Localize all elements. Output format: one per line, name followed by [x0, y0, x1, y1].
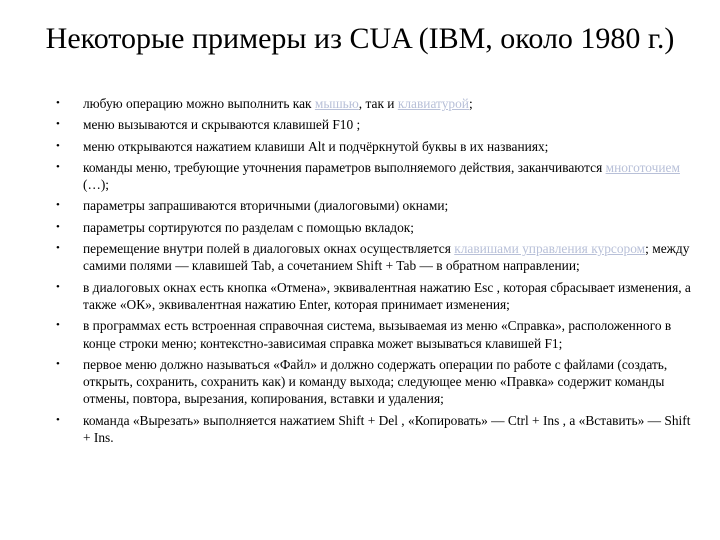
slide-title: Некоторые примеры из CUA (IBM, около 1980 г.)	[45, 22, 675, 55]
bullet-icon: •	[56, 97, 60, 109]
list-item-text	[83, 280, 691, 312]
list-item	[54, 317, 694, 352]
list-item	[54, 279, 694, 314]
text-segment: меню вызываются и скрываются клавишей F10 ;	[83, 117, 361, 133]
text-segment: ;	[468, 96, 473, 111]
list-item-text	[83, 413, 690, 445]
list-item	[54, 138, 694, 155]
hyperlink[interactable]: мышью	[314, 96, 359, 111]
list-item	[54, 240, 694, 275]
list-item-text	[83, 357, 667, 407]
list-item-text	[83, 198, 448, 213]
bullet-icon: •	[56, 199, 60, 212]
list-item	[54, 159, 694, 194]
bullet-icon: •	[56, 160, 60, 173]
bullet-icon: •	[56, 413, 60, 426]
text-segment: первое меню должно называться «Файл» и должно содержать операции по работе с файлами (создать, открыть, сохранить, сохранить как) и команду выхода; следующее меню «Правка» содержит команды отмены, повтора, вырезания, копирования, вставки и удаления;	[83, 356, 668, 407]
list-item-text	[83, 139, 548, 154]
text-segment: параметры сортируются по разделам с помощью вкладок;	[83, 219, 415, 235]
list-item-text	[83, 241, 689, 273]
list-item-text	[83, 117, 360, 132]
list-item	[54, 116, 694, 133]
list-item	[54, 412, 694, 447]
bullet-icon: •	[56, 319, 60, 332]
text-segment: в диалоговых окнах есть кнопка «Отмена», эквивалентная нажатию Esc , которая сбрасывает изменения, а также «ОК», эквивалентная нажатию Enter, которая принимает изменения;	[83, 279, 691, 312]
list-item-text	[83, 318, 671, 350]
bullet-icon: •	[56, 220, 60, 233]
text-segment: в программах есть встроенная справочная система, вызываемая из меню «Справка», расположенного в конце строки меню; контекстно-зависимая справка может вызываться клавишей F1;	[83, 318, 672, 351]
list-item-text	[83, 96, 473, 111]
bullet-icon: •	[56, 357, 60, 370]
bullet-icon: •	[56, 280, 60, 293]
list-item	[54, 95, 694, 112]
text-segment: любую операцию можно выполнить как	[83, 96, 315, 111]
text-segment: команды меню, требующие уточнения параметров выполняемого действия, заканчиваются	[83, 159, 606, 175]
hyperlink[interactable]: многоточием	[605, 159, 680, 175]
bullet-icon: •	[56, 118, 60, 131]
text-segment: , так и	[358, 96, 398, 111]
list-item-text	[83, 220, 414, 235]
list-item	[54, 219, 694, 236]
hyperlink[interactable]: клавишами управления курсором	[454, 241, 646, 257]
bullet-icon: •	[56, 242, 60, 255]
text-segment: команда «Вырезать» выполняется нажатием Shift + Del , «Копировать» — Ctrl + Ins , а «Вставить» — Shift + Ins.	[83, 412, 691, 446]
text-segment: (…);	[83, 177, 110, 193]
text-segment: меню открываются нажатием клавиши Alt и подчёркнутой буквы в их названиях;	[83, 138, 549, 154]
bullet-list	[54, 95, 694, 450]
list-item-text	[83, 160, 680, 192]
list-item	[54, 356, 694, 408]
bullet-icon: •	[56, 139, 60, 152]
text-segment: перемещение внутри полей в диалоговых окнах осуществляется	[83, 241, 455, 257]
list-item	[54, 197, 694, 214]
text-segment: параметры запрашиваются вторичными (диалоговыми) окнами;	[83, 198, 449, 214]
hyperlink[interactable]: клавиатурой	[397, 96, 469, 111]
text-segment: ; между самими полями — клавишей Tab, а сочетанием Shift + Tab — в обратном направлении;	[83, 241, 690, 274]
